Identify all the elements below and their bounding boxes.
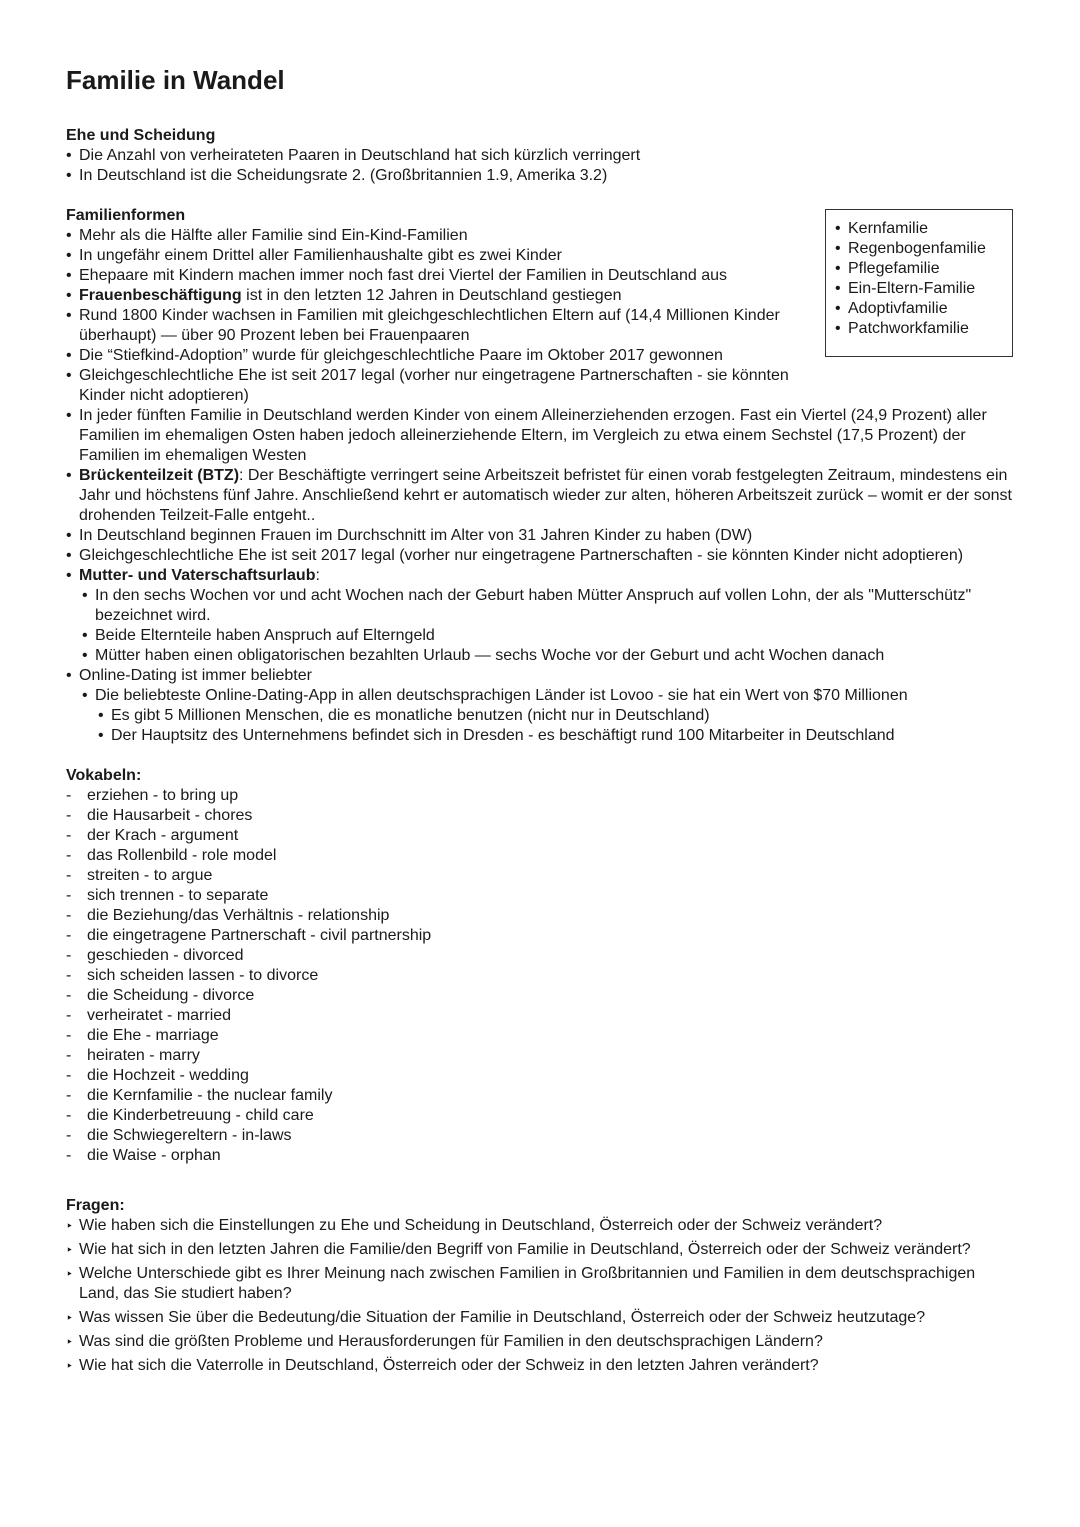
- family-type-item: • Ein-Eltern-Familie: [835, 279, 1012, 299]
- list-item: ‣ Wie hat sich in den letzten Jahren die Familie/den Begriff von Familie in Deutschland, Österreich oder der Schweiz verändert?: [66, 1240, 1016, 1260]
- family-type-item: • Pflegefamilie: [835, 259, 1012, 279]
- vocab-item: - die Kinderbetreuung - child care: [66, 1106, 1016, 1126]
- vocab-item: - die Schwiegereltern - in-laws: [66, 1126, 1016, 1146]
- vocab-item: - die Kernfamilie - the nuclear family: [66, 1086, 1016, 1106]
- list-item: • Mehr als die Hälfte aller Familie sind Ein-Kind-Familien: [66, 226, 806, 246]
- list-item: • Ehepaare mit Kindern machen immer noch fast drei Viertel der Familien in Deutschland aus: [66, 266, 806, 286]
- urlaub-sublist: [82, 586, 1016, 666]
- section-vokabeln: [66, 766, 1016, 1166]
- section-heading-vokabeln: Vokabeln:: [66, 767, 142, 784]
- section-heading-familienformen: Familienformen: [66, 207, 186, 224]
- vocab-item: - heiraten - marry: [66, 1046, 1016, 1066]
- family-types-list: [835, 219, 1012, 339]
- list-item: • Die beliebteste Online-Dating-App in allen deutschsprachigen Länder ist Lovoo - sie hat ein Wert von $70 Millionen: [82, 686, 1016, 706]
- section-ehe-und-scheidung: [66, 126, 1016, 186]
- vocab-item: - die Scheidung - divorce: [66, 986, 1016, 1006]
- vocab-item: - die Beziehung/das Verhältnis - relationship: [66, 906, 1016, 926]
- list-item-text: : Der Beschäftigte verringert seine Arbeitszeit befristet für einen vorab festgelegten Zeitraum, mindestens ein Jahr und höchstens fünf Jahre. Anschließend kehrt er automatisch wieder zur alten, höheren Arbeitszeit zurück – womit er der sonst drohenden Teilzeit-Falle entgeht..: [79, 467, 1012, 524]
- bold-term: Mutter- und Vaterschaftsurlaub: [79, 567, 316, 584]
- ehe-list: [66, 146, 1016, 186]
- familienformen-list-wide: [66, 406, 1016, 746]
- list-item: • In Deutschland ist die Scheidungsrate 2. (Großbritannien 1.9, Amerika 3.2): [66, 166, 1016, 186]
- family-type-item: • Patchworkfamilie: [835, 319, 1012, 339]
- list-item: • Online-Dating ist immer beliebter: [66, 666, 1016, 686]
- list-item: • Der Hauptsitz des Unternehmens befindet sich in Dresden - es beschäftigt rund 100 Mitarbeiter in Deutschland: [98, 726, 1016, 746]
- vocab-item: - sich trennen - to separate: [66, 886, 1016, 906]
- dating-sublist: [82, 686, 1016, 746]
- vocab-item: - geschieden - divorced: [66, 946, 1016, 966]
- section-heading-ehe: Ehe und Scheidung: [66, 127, 216, 144]
- list-item: • Rund 1800 Kinder wachsen in Familien mit gleichgeschlechtlichen Eltern auf (14,4 Millionen Kinder überhaupt) — über 90 Prozent leben bei Frauenpaaren: [66, 306, 806, 346]
- list-item: • Die “Stiefkind-Adoption” wurde für gleichgeschlechtliche Paare im Oktober 2017 gewonnen: [66, 346, 806, 366]
- vocab-list: [66, 786, 1016, 1166]
- list-item: ‣ Was sind die größten Probleme und Herausforderungen für Familien in den deutschsprachigen Ländern?: [66, 1332, 1016, 1352]
- list-item: [66, 286, 806, 306]
- list-item: • In ungefähr einem Drittel aller Familienhaushalte gibt es zwei Kinder: [66, 246, 806, 266]
- list-item-text: :: [315, 567, 320, 584]
- family-types-box: [825, 209, 1013, 357]
- vocab-item: - das Rollenbild - role model: [66, 846, 1016, 866]
- dating-subsublist: [98, 706, 1016, 746]
- sublist-container: [66, 586, 1016, 666]
- vocab-item: - verheiratet - married: [66, 1006, 1016, 1026]
- list-item: ‣ Was wissen Sie über die Bedeutung/die Situation der Familie in Deutschland, Österreich oder der Schweiz heutzutage?: [66, 1308, 1016, 1328]
- family-type-item: • Kernfamilie: [835, 219, 1012, 239]
- list-item: • In den sechs Wochen vor und acht Wochen nach der Geburt haben Mütter Anspruch auf vollen Lohn, der als "Mutterschütz" bezeichnet wird.: [82, 586, 1016, 626]
- list-item-text: ist in den letzten 12 Jahren in Deutschland gestiegen: [241, 287, 622, 304]
- vocab-item: - die Hausarbeit - chores: [66, 806, 1016, 826]
- family-type-item: • Adoptivfamilie: [835, 299, 1012, 319]
- sublist-container: [66, 686, 1016, 746]
- list-item: • Beide Elternteile haben Anspruch auf Elterngeld: [82, 626, 1016, 646]
- list-item: • Gleichgeschlechtliche Ehe ist seit 2017 legal (vorher nur eingetragene Partnerschaften - sie könnten Kinder nicht adoptieren): [66, 546, 1016, 566]
- list-item: • Es gibt 5 Millionen Menschen, die es monatliche benutzen (nicht nur in Deutschland): [98, 706, 1016, 726]
- section-fragen: [66, 1196, 1016, 1376]
- family-type-item: • Regenbogenfamilie: [835, 239, 1012, 259]
- fragen-list: [66, 1216, 1016, 1376]
- list-item: [66, 466, 1016, 526]
- vocab-item: - die Ehe - marriage: [66, 1026, 1016, 1046]
- vocab-item: - die Waise - orphan: [66, 1146, 1016, 1166]
- vocab-item: - erziehen - to bring up: [66, 786, 1016, 806]
- list-item: ‣ Welche Unterschiede gibt es Ihrer Meinung nach zwischen Familien in Großbritannien und Familien in dem deutschsprachigen Land, das Sie studiert haben?: [66, 1264, 1016, 1304]
- list-item: ‣ Wie haben sich die Einstellungen zu Ehe und Scheidung in Deutschland, Österreich oder der Schweiz verändert?: [66, 1216, 1016, 1236]
- vocab-item: - der Krach - argument: [66, 826, 1016, 846]
- bold-term: Brückenteilzeit (BTZ): [79, 467, 240, 484]
- sublist-container: [82, 706, 1016, 746]
- section-heading-fragen: Fragen:: [66, 1197, 125, 1214]
- list-item: • In Deutschland beginnen Frauen im Durchschnitt im Alter von 31 Jahren Kinder zu haben (DW): [66, 526, 1016, 546]
- vocab-item: - die eingetragene Partnerschaft - civil partnership: [66, 926, 1016, 946]
- list-item: • Die Anzahl von verheirateten Paaren in Deutschland hat sich kürzlich verringert: [66, 146, 1016, 166]
- vocab-item: - sich scheiden lassen - to divorce: [66, 966, 1016, 986]
- list-item: • Gleichgeschlechtliche Ehe ist seit 2017 legal (vorher nur eingetragene Partnerschaften - sie könnten Kinder nicht adoptieren): [66, 366, 806, 406]
- list-item: • Mütter haben einen obligatorischen bezahlten Urlaub — sechs Woche vor der Geburt und acht Wochen danach: [82, 646, 1016, 666]
- bold-term: Frauenbeschäftigung: [79, 287, 242, 304]
- page-title: Familie in Wandel: [66, 65, 285, 95]
- vocab-item: - die Hochzeit - wedding: [66, 1066, 1016, 1086]
- list-item: [66, 566, 1016, 586]
- list-item: • In jeder fünften Familie in Deutschland werden Kinder von einem Alleinerziehenden erzogen. Fast ein Viertel (24,9 Prozent) aller Familien im ehemaligen Osten haben jedoch alleinerziehende Eltern, im Vergleich zu etwa einem Sechstel (17,5 Prozent) der Familien im ehemaligen Westen: [66, 406, 1016, 466]
- vocab-item: - streiten - to argue: [66, 866, 1016, 886]
- list-item: ‣ Wie hat sich die Vaterrolle in Deutschland, Österreich oder der Schweiz in den letzten Jahren verändert?: [66, 1356, 1016, 1376]
